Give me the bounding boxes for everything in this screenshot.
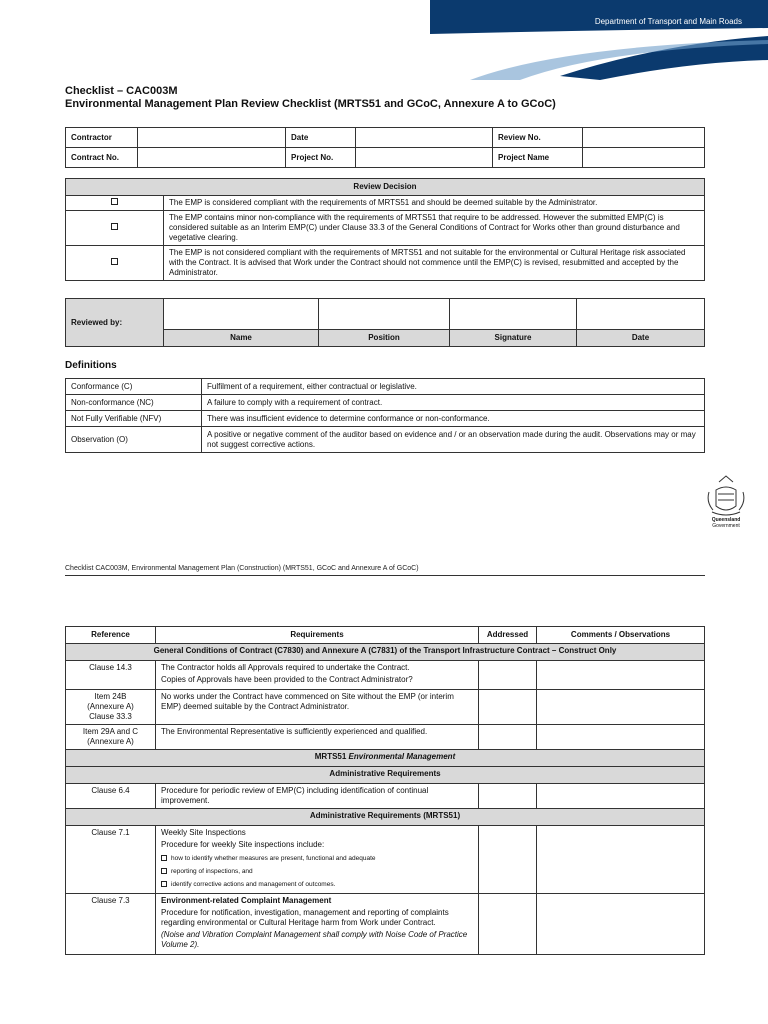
contractor-field[interactable] [138, 128, 286, 148]
checklist-item-text: identify corrective actions and management of outcomes. [171, 881, 336, 888]
decision-checkbox[interactable] [111, 198, 118, 205]
item-checkbox[interactable] [161, 868, 167, 874]
requirement-text: The Contractor holds all Approvals required to undertake the Contract. [161, 663, 410, 672]
checklist-item-text: how to identify whether measures are present, functional and adequate [171, 855, 376, 862]
addressed-cell[interactable] [479, 725, 537, 750]
definitions-heading: Definitions [65, 360, 117, 371]
item-checkbox[interactable] [161, 881, 167, 887]
reviewer-name-field[interactable] [164, 299, 319, 330]
reference-cell: Clause 14.3 [66, 661, 156, 690]
reference-cell: Clause 7.3 [66, 894, 156, 955]
definition-term: Not Fully Verifiable (NFV) [66, 411, 202, 427]
reference-line: (Annexure A) [87, 737, 134, 746]
contractor-label: Contractor [66, 128, 138, 148]
reviewer-signature-field[interactable] [450, 299, 577, 330]
project-name-field[interactable] [583, 148, 705, 168]
definitions-table [65, 378, 705, 453]
requirement-title: Weekly Site Inspections [161, 828, 246, 837]
reviewed-by-label: Reviewed by: [66, 299, 164, 347]
addressed-column-header: Addressed [479, 627, 537, 644]
addressed-cell[interactable] [479, 784, 537, 809]
comments-cell[interactable] [537, 690, 705, 725]
addressed-cell[interactable] [479, 826, 537, 894]
addressed-cell[interactable] [479, 690, 537, 725]
requirements-table [65, 626, 705, 955]
review-decision-heading: Review Decision [66, 179, 705, 196]
checklist-item [161, 878, 473, 891]
checklist-item [161, 865, 473, 878]
section-header: Administrative Requirements (MRTS51) [66, 809, 705, 826]
definition-text: A positive or negative comment of the auditor based on evidence and / or an observation made during the audit. Observations may or may not suggest corrective actions. [202, 427, 705, 453]
position-column-header: Position [319, 330, 450, 347]
contract-info-table [65, 127, 705, 168]
section-header [66, 750, 705, 767]
contract-no-label: Contract No. [66, 148, 138, 168]
signature-column-header: Signature [450, 330, 577, 347]
title-block [65, 85, 556, 111]
page-footer: Checklist CAC003M, Environmental Management Plan (Construction) (MRTS51, GCoC and Annexure A of GCoC) [65, 565, 419, 572]
reference-line: Item 29A and C [82, 727, 139, 736]
page-title: Environmental Management Plan Review Checklist (MRTS51 and GCoC, Annexure A to GCoC) [65, 98, 556, 110]
reference-line: (Annexure A) [87, 702, 134, 711]
definition-text: Fulfilment of a requirement, either contractual or legislative. [202, 379, 705, 395]
checklist-item [161, 852, 473, 865]
requirement-text: Procedure for weekly Site inspections include: [161, 840, 325, 849]
decision-checkbox-cell [66, 196, 164, 211]
requirement-cell: The Environmental Representative is sufficiently experienced and qualified. [156, 725, 479, 750]
decision-option: The EMP is considered compliant with the requirements of MRTS51 and should be deemed suitable by the Administrator. [164, 196, 705, 211]
definition-term: Non-conformance (NC) [66, 395, 202, 411]
definition-text: There was insufficient evidence to determine conformance or non-conformance. [202, 411, 705, 427]
department-name: Department of Transport and Main Roads [594, 17, 742, 26]
comments-cell[interactable] [537, 661, 705, 690]
reference-cell [66, 690, 156, 725]
addressed-cell[interactable] [479, 661, 537, 690]
comments-cell[interactable] [537, 894, 705, 955]
header-banner [0, 0, 768, 80]
review-date-field[interactable] [577, 299, 705, 330]
item-checkbox[interactable] [161, 855, 167, 861]
date-label: Date [286, 128, 356, 148]
review-no-field[interactable] [583, 128, 705, 148]
comments-column-header: Comments / Observations [537, 627, 705, 644]
reviewed-by-table [65, 298, 705, 347]
decision-checkbox-cell [66, 246, 164, 281]
name-column-header: Name [164, 330, 319, 347]
reference-cell [66, 725, 156, 750]
decision-checkbox[interactable] [111, 258, 118, 265]
banner-graphic [0, 0, 768, 80]
reviewer-position-field[interactable] [319, 299, 450, 330]
checklist-item-text: reporting of inspections, and [171, 868, 253, 875]
addressed-cell[interactable] [479, 894, 537, 955]
definition-text: A failure to comply with a requirement of contract. [202, 395, 705, 411]
decision-checkbox[interactable] [111, 223, 118, 230]
date-field[interactable] [356, 128, 493, 148]
definition-term: Observation (O) [66, 427, 202, 453]
comments-cell[interactable] [537, 784, 705, 809]
decision-option: The EMP contains minor non-compliance with the requirements of MRTS51 that require to be addressed. However the submitted EMP(C) is considered suitable as an Interim EMP(C) under Clause 33.3 of the General Conditions of Contract for Works other than ground disturbance and vegetative clearing. [164, 211, 705, 246]
requirement-cell [156, 826, 479, 894]
definition-term: Conformance (C) [66, 379, 202, 395]
comments-cell[interactable] [537, 725, 705, 750]
crest-line1: Queensland [711, 517, 741, 523]
reference-column-header: Reference [66, 627, 156, 644]
reference-line: Item 24B [94, 692, 127, 701]
review-decision-table [65, 178, 705, 281]
requirements-column-header: Requirements [156, 627, 479, 644]
reference-cell: Clause 6.4 [66, 784, 156, 809]
project-name-label: Project Name [493, 148, 583, 168]
requirement-cell [156, 894, 479, 955]
requirement-cell: Procedure for periodic review of EMP(C) including identification of continual improvement. [156, 784, 479, 809]
footer-divider [65, 575, 705, 576]
section-header: General Conditions of Contract (C7830) and Annexure A (C7831) of the Transport Infrastructure Contract – Construct Only [66, 644, 705, 661]
decision-checkbox-cell [66, 211, 164, 246]
date-column-header: Date [577, 330, 705, 347]
section-prefix: MRTS51 [314, 752, 347, 761]
reference-cell: Clause 7.1 [66, 826, 156, 894]
decision-option: The EMP is not considered compliant with the requirements of MRTS51 and not suitable for the environmental or Cultural Heritage risk associated with the Contract. It is advised that Work under the Contract should not commence until the EMP(C) is revised, resubmitted and accepted by the Administrator. [164, 246, 705, 281]
requirement-cell [156, 661, 479, 690]
crest-line2: Government [712, 523, 740, 529]
checklist-id: Checklist – CAC003M [65, 85, 178, 97]
contract-no-field[interactable] [138, 148, 286, 168]
requirement-text: Procedure for notification, investigation, management and reporting of complaints regarding environmental or Cultural Heritage harm from Work under Contract. [161, 908, 449, 927]
requirement-cell: No works under the Contract have commenced on Site without the EMP (or interim EMP) deemed suitable by the Contract Administrator. [156, 690, 479, 725]
section-header: Administrative Requirements [66, 767, 705, 784]
crest-text [703, 517, 749, 529]
requirement-title: Environment-related Complaint Management [161, 896, 332, 905]
section-italic: Environmental Management [348, 752, 456, 761]
project-no-field[interactable] [356, 148, 493, 168]
comments-cell[interactable] [537, 826, 705, 894]
review-no-label: Review No. [493, 128, 583, 148]
requirement-text: Copies of Approvals have been provided to the Contract Administrator? [161, 675, 413, 684]
project-no-label: Project No. [286, 148, 356, 168]
requirement-note: (Noise and Vibration Complaint Management shall comply with Noise Code of Practice Volume 2). [161, 930, 468, 949]
reference-line: Clause 33.3 [89, 712, 132, 721]
